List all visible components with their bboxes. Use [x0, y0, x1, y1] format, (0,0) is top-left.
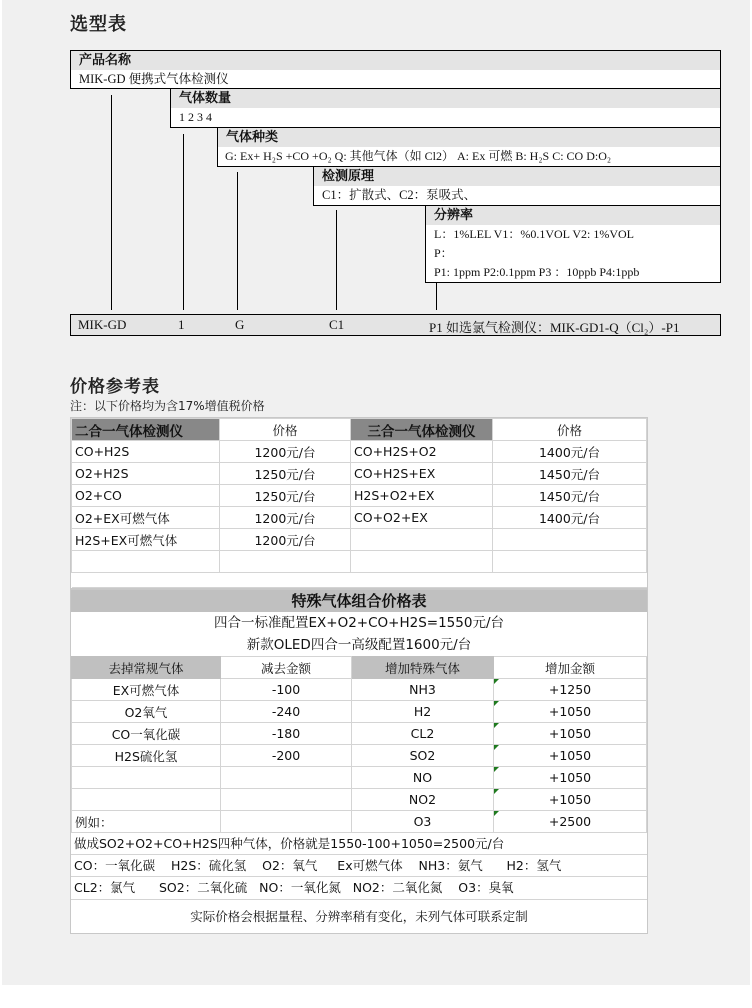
- connector-line-model: [111, 95, 112, 310]
- three-price: 1400元/台: [493, 441, 647, 463]
- deduct-amount: -200: [221, 745, 352, 767]
- three-combo: CO+H2S+EX: [351, 463, 493, 485]
- gas-count-value: 1 2 3 4: [179, 110, 212, 124]
- empty-cell: [221, 767, 352, 789]
- three-in-one-header: 三合一气体检测仪: [351, 419, 493, 441]
- gas-count-header: 气体数量: [171, 89, 720, 108]
- table-row: [72, 507, 647, 529]
- connector-line-resolution: [436, 283, 437, 310]
- result-count: 1: [178, 317, 185, 332]
- two-combo: CO+H2S: [72, 441, 220, 463]
- add-gas: O3: [352, 811, 494, 833]
- add-gas: NO2: [352, 789, 494, 811]
- three-combo: H2S+O2+EX: [351, 485, 493, 507]
- add-amount: +1050: [494, 767, 647, 789]
- table-row: [72, 573, 647, 588]
- table-row: [72, 745, 647, 767]
- deduct-amount: -100: [221, 679, 352, 701]
- table-row: [72, 551, 647, 573]
- resolution-header: 分辨率: [426, 206, 720, 225]
- gas-count-box: [170, 88, 721, 128]
- deduct-header: 减去金额: [221, 657, 352, 679]
- gas-type-box: [217, 127, 721, 167]
- note-flag-icon: [494, 811, 499, 816]
- pricing-note: 注：以下价格均为含17%增值税价格: [70, 399, 265, 413]
- oled-config: 新款OLED四合一高级配置1600元/台: [71, 634, 647, 656]
- product-name-box: [70, 50, 721, 89]
- example-text: 做成SO2+O2+CO+H2S四种气体，价格就是1550-100+1050=2500元/台: [71, 833, 647, 855]
- two-in-one-header: 二合一气体检测仪: [72, 419, 220, 441]
- empty-cell: [351, 529, 493, 551]
- selection-title: 选型表: [70, 14, 127, 35]
- empty-cell: [493, 529, 647, 551]
- three-price: 1450元/台: [493, 485, 647, 507]
- three-price: 1400元/台: [493, 507, 647, 529]
- deduct-amount: -180: [221, 723, 352, 745]
- table-row: [72, 463, 647, 485]
- table-row: [72, 767, 647, 789]
- two-combo: O2+CO: [72, 485, 220, 507]
- table-row: [72, 789, 647, 811]
- resolution-line-2: P：: [434, 246, 453, 260]
- empty-cell: [72, 789, 221, 811]
- product-name-header: 产品名称: [71, 51, 720, 70]
- connector-line-principle: [336, 210, 337, 310]
- two-price: 1200元/台: [220, 507, 351, 529]
- principle-value: C1：扩散式、C2：泵吸式、: [322, 188, 477, 202]
- add-amount: +1050: [494, 745, 647, 767]
- gas-legend-line-2: CL2：氯气 SO2：二氧化硫 NO：一氧化氮 NO2：二氧化氮 O3：臭氧: [74, 880, 514, 895]
- note-flag-icon: [494, 767, 499, 772]
- result-model: MIK-GD: [78, 317, 127, 332]
- three-in-one-price-header: 价格: [493, 419, 647, 441]
- two-price: 1200元/台: [220, 529, 351, 551]
- remove-gas: H2S硫化氢: [72, 745, 221, 767]
- connector-line-type: [237, 172, 238, 310]
- remove-gas: CO一氧化碳: [72, 723, 221, 745]
- principle-box: [313, 166, 721, 206]
- empty-cell: [72, 573, 647, 588]
- remove-gas: O2氧气: [72, 701, 221, 723]
- add-amount-header: 增加金额: [494, 657, 647, 679]
- result-type: G: [235, 317, 245, 332]
- empty-cell: [221, 789, 352, 811]
- add-amount: +2500: [494, 811, 647, 833]
- two-price: 1250元/台: [220, 463, 351, 485]
- table-row: [72, 529, 647, 551]
- add-amount: +1050: [494, 789, 647, 811]
- empty-cell: [221, 811, 352, 833]
- three-combo: CO+H2S+O2: [351, 441, 493, 463]
- note-flag-icon: [494, 723, 499, 728]
- table-row: [72, 723, 647, 745]
- note-flag-icon: [494, 679, 499, 684]
- model-result-bar: [70, 314, 721, 336]
- result-resolution-example: P1 如选氯气检测仪：MIK-GD1-Q（Cl₂）-P1: [429, 320, 680, 335]
- two-price: 1250元/台: [220, 485, 351, 507]
- table-row: [72, 679, 647, 701]
- empty-cell: [493, 551, 647, 573]
- special-header-row: [72, 657, 647, 679]
- remove-gas: EX可燃气体: [72, 679, 221, 701]
- add-amount: +1050: [494, 723, 647, 745]
- add-gas: NH3: [352, 679, 494, 701]
- empty-cell: [72, 551, 220, 573]
- deduct-amount: -240: [221, 701, 352, 723]
- note-flag-icon: [494, 745, 499, 750]
- resolution-box: [425, 205, 721, 283]
- empty-cell: [220, 551, 351, 573]
- two-combo: H2S+EX可燃气体: [72, 529, 220, 551]
- price-table-header: [72, 419, 647, 441]
- empty-cell: [72, 767, 221, 789]
- result-principle: C1: [329, 317, 345, 332]
- three-price: 1450元/台: [493, 463, 647, 485]
- price-table: [70, 417, 648, 589]
- empty-cell: [351, 551, 493, 573]
- standard-config: 四合一标准配置EX+O2+CO+H2S=1550元/台: [71, 612, 647, 634]
- add-amount: +1250: [494, 679, 647, 701]
- two-price: 1200元/台: [220, 441, 351, 463]
- table-row: [72, 701, 647, 723]
- add-gas: NO: [352, 767, 494, 789]
- footer-note: 实际价格会根据量程、分辨率稍有变化，未列气体可联系定制: [71, 899, 647, 933]
- principle-header: 检测原理: [314, 167, 720, 186]
- note-flag-icon: [494, 701, 499, 706]
- add-amount: +1050: [494, 701, 647, 723]
- add-gas: H2: [352, 701, 494, 723]
- pricing-title: 价格参考表: [70, 377, 160, 397]
- gas-type-header: 气体种类: [218, 128, 720, 147]
- two-in-one-price-header: 价格: [220, 419, 351, 441]
- add-gas: SO2: [352, 745, 494, 767]
- special-table-title: 特殊气体组合价格表: [71, 590, 647, 612]
- special-gas-table: [70, 589, 648, 934]
- example-label: 例如：: [72, 811, 221, 833]
- gas-type-value: G: Ex+ H₂S +CO +O₂ Q: 其他气体（如 Cl2） A: Ex 可燃 B: H₂S C: CO D:O₂: [225, 149, 612, 163]
- resolution-line-3: P1: 1ppm P2:0.1ppm P3 ：10ppb P4:1ppb: [434, 265, 640, 279]
- table-row: [72, 485, 647, 507]
- add-gas-header: 增加特殊气体: [352, 657, 494, 679]
- product-name-value: MIK-GD 便携式气体检测仪: [79, 72, 229, 86]
- two-combo: O2+EX可燃气体: [72, 507, 220, 529]
- resolution-line-1: L：1%LEL V1：%0.1VOL V2: 1%VOL: [434, 227, 634, 241]
- connector-line-count: [183, 134, 184, 310]
- gas-legend-line-1: CO：一氧化碳 H2S：硫化氢 O2：氧气 Ex可燃气体 NH3：氨气 H2：氢气: [71, 855, 647, 877]
- add-gas: CL2: [352, 723, 494, 745]
- remove-gas-header: 去掉常规气体: [72, 657, 221, 679]
- table-row: [72, 441, 647, 463]
- table-row: [72, 811, 647, 833]
- note-flag-icon: [494, 789, 499, 794]
- two-combo: O2+H2S: [72, 463, 220, 485]
- three-combo: CO+O2+EX: [351, 507, 493, 529]
